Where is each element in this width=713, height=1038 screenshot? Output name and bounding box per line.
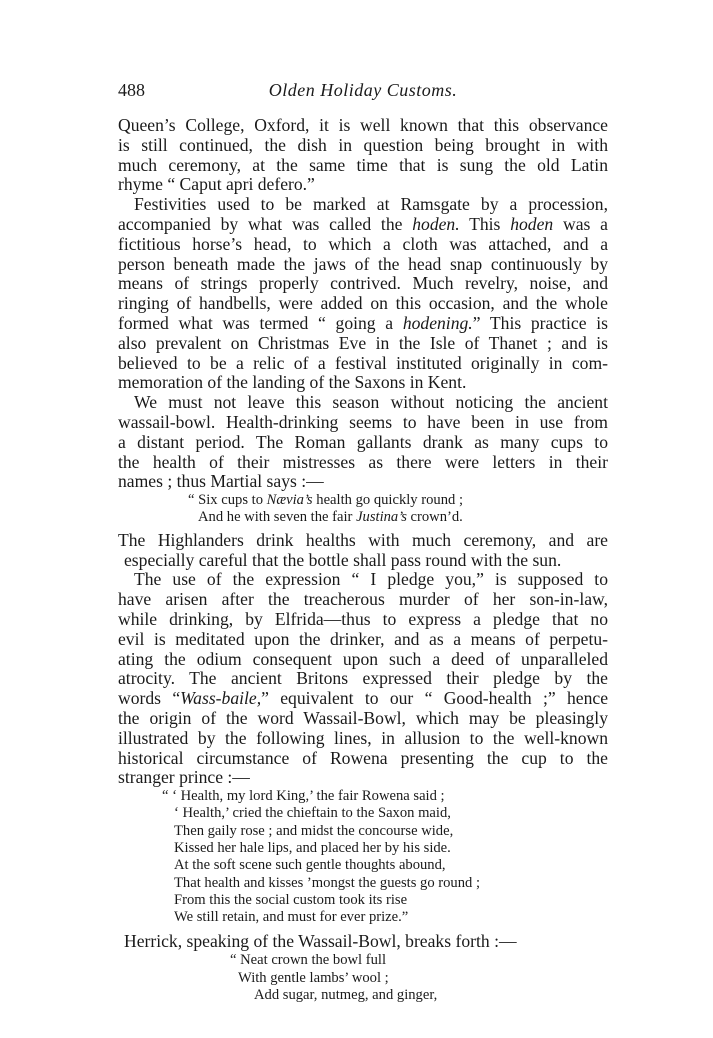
text-line: names ; thus Martial says :—: [118, 471, 324, 492]
text-span: crown’d.: [410, 509, 463, 526]
verse-line: From this the social custom took its rise: [174, 891, 408, 908]
text-line: Herrick, speaking of the Wassail-Bowl, breaks forth :—: [124, 931, 517, 952]
text-line: rhyme “ Caput apri defero.”: [118, 174, 315, 195]
text-line: stranger prince :—: [118, 767, 250, 788]
text-line: fictitious horse’s head, to which a cloth was attached, and a: [118, 233, 608, 254]
text-line: wassail-bowl. Health-drinking seems to have been in use from: [118, 411, 608, 432]
running-title: Olden Holiday Customs.: [268, 80, 458, 100]
text-span: ” This practice is: [472, 312, 608, 333]
text-line: much ceremony, at the same time that is sung the old Latin: [118, 154, 608, 175]
text-line: ating the odium consequent upon such a deed of unparalleled: [118, 648, 608, 669]
italic-term: Nævia’s: [266, 492, 313, 509]
text-line: [118, 215, 608, 235]
verse-line: Add sugar, nutmeg, and ginger,: [254, 986, 438, 1003]
verse-line: Then gaily rose ; and midst the concourse wide,: [174, 822, 454, 839]
text-line: [118, 314, 608, 334]
text-line: Festivities used to be marked at Ramsgate by a procession,: [134, 194, 608, 215]
text-line: also prevalent on Christmas Eve in the Isle of Thanet ; and is: [118, 332, 608, 353]
text-span: accompanied by what was called the: [118, 213, 403, 234]
text-span: formed what was termed “ going a: [118, 312, 394, 333]
text-span: health go quickly round ;: [316, 492, 464, 509]
verse-line: At the soft scene such gentle thoughts abound,: [174, 857, 446, 874]
verse-line: Kissed her hale lips, and placed her by his side.: [174, 839, 451, 856]
text-line: especially careful that the bottle shall pass round with the sun.: [124, 549, 562, 570]
text-line: the health of their mistresses as there were letters in their: [118, 451, 608, 472]
italic-term: Justina’s: [356, 509, 407, 526]
text-line: believed to be a relic of a festival instituted originally in com-: [118, 352, 608, 373]
text-line: the origin of the word Wassail-Bowl, which may be pleasingly: [118, 707, 608, 728]
body-text: [118, 116, 608, 1004]
verse-line: “ ‘ Health, my lord King,’ the fair Rowena said ;: [162, 788, 445, 805]
text-line: atrocity. The ancient Britons expressed their pledge by the: [118, 668, 608, 689]
text-span: words “: [118, 688, 181, 709]
verse-line: [118, 492, 608, 509]
text-line: while drinking, by Elfrida—thus to express a pledge that no: [118, 608, 608, 629]
text-line: means of strings properly contrived. Much revelry, noise, and: [118, 273, 608, 294]
text-line: historical circumstance of Rowena presenting the cup to the: [118, 747, 608, 768]
italic-term: hodening.: [402, 312, 473, 333]
verse-line: That health and kisses ’mongst the guests go round ;: [174, 874, 481, 891]
text-line: have arisen after the treacherous murder of her son-in-law,: [118, 589, 608, 610]
text-line: Queen’s College, Oxford, it is well known that this observance: [118, 115, 608, 135]
verse-line: We still retain, and must for ever prize.”: [174, 909, 409, 926]
text-line: We must not leave this season without noticing the ancient: [134, 392, 608, 413]
text-span: ” equivalent to our “ Good-health ;” hence: [261, 688, 609, 709]
text-line: The use of the expression “ I pledge you,” is supposed to: [134, 569, 608, 590]
text-line: is still continued, the dish in question being brought in with: [118, 134, 608, 155]
text-line: memoration of the landing of the Saxons in Kent.: [118, 372, 467, 393]
verse-line: “ Neat crown the bowl full: [230, 952, 387, 969]
text-line: person beneath made the jaws of the head snap continuously by: [118, 253, 608, 274]
page-number: 488: [118, 80, 145, 100]
text-line: a distant period. The Roman gallants drank as many cups to: [118, 431, 608, 452]
running-head: [118, 80, 608, 104]
verse-line: [118, 509, 608, 526]
text-span: “ Six cups to: [188, 492, 263, 509]
text-line: illustrated by the following lines, in allusion to the well-known: [118, 727, 608, 748]
text-span: This: [469, 213, 501, 234]
text-line: ringing of handbells, were added on this occasion, and the whole: [118, 293, 608, 314]
verse-line: With gentle lambs’ wool ;: [238, 969, 389, 986]
text-line: evil is meditated upon the drinker, and as a means of perpetu-: [118, 628, 608, 649]
verse-line: ‘ Health,’ cried the chieftain to the Saxon maid,: [174, 805, 451, 822]
italic-term: hoden: [510, 213, 554, 234]
text-span: was a: [563, 213, 608, 234]
text-line: [118, 689, 608, 709]
italic-term: Wass-baile,: [180, 688, 262, 709]
text-span: And he with seven the fair: [198, 509, 353, 526]
italic-term: hoden.: [412, 213, 460, 234]
text-line: The Highlanders drink healths with much ceremony, and are: [118, 529, 608, 550]
